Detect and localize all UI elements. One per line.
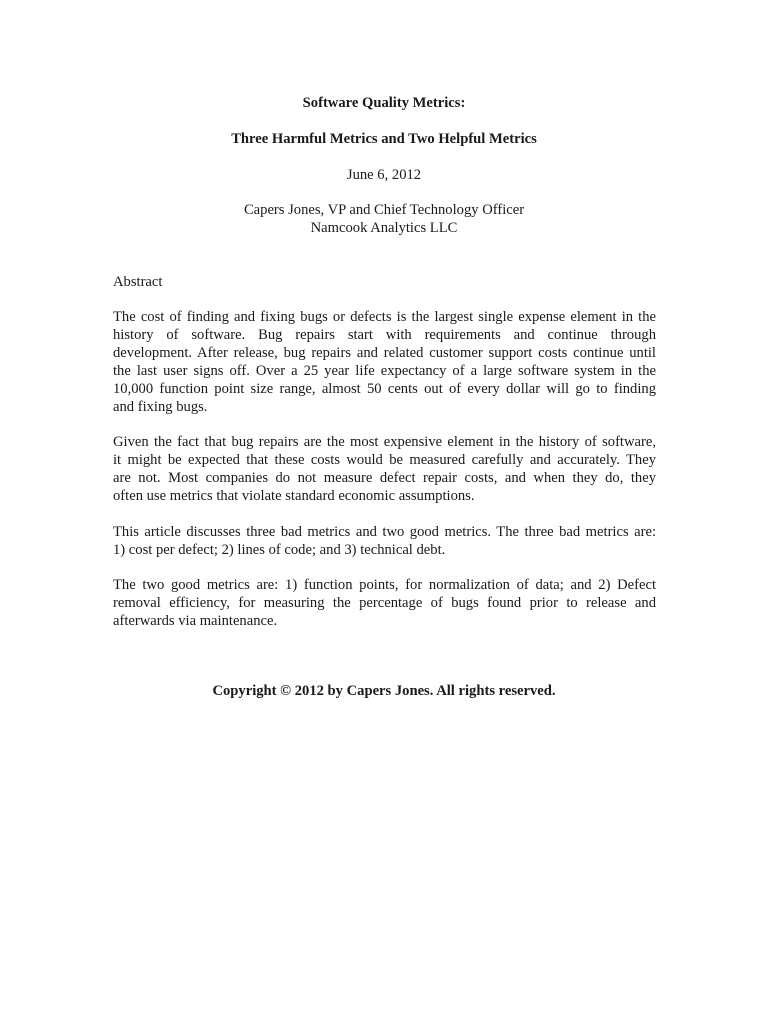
paragraph-line: afterwards via maintenance. xyxy=(113,613,278,630)
paragraph-line: and fixing bugs. xyxy=(113,399,208,416)
document-date: June 6, 2012 xyxy=(346,167,422,183)
author-name: Capers Jones, VP and Chief Technology Officer xyxy=(243,202,525,218)
paragraph-2 xyxy=(113,433,656,505)
paragraph-line: 10,000 function point size range, almost 50 cents out of every dollar will go to finding xyxy=(113,381,656,398)
paragraph-line: the last user signs off. Over a 25 year life expectancy of a large software system in the xyxy=(113,363,656,380)
document-title: Software Quality Metrics: xyxy=(302,95,466,111)
paragraph-3 xyxy=(113,523,656,559)
paragraph-line: This article discusses three bad metrics and two good metrics. The three bad metrics are: xyxy=(113,524,656,540)
paragraph-line: 1) cost per defect; 2) lines of code; and 3) technical debt. xyxy=(113,542,446,559)
paragraph-line: The two good metrics are: 1) function points, for normalization of data; and 2) Defect xyxy=(113,577,656,593)
paragraph-4 xyxy=(113,576,656,630)
abstract-heading: Abstract xyxy=(113,274,163,290)
paragraph-line: removal efficiency, for measuring the percentage of bugs found prior to release and xyxy=(113,595,656,612)
paragraph-line: it might be expected that these costs would be measured carefully and accurately. They xyxy=(113,452,656,469)
copyright-notice: Copyright © 2012 by Capers Jones. All rights reserved. xyxy=(212,683,556,699)
paragraph-line: The cost of finding and fixing bugs or defects is the largest single expense element in the xyxy=(113,309,656,325)
paragraph-line: Given the fact that bug repairs are the most expensive element in the history of software, xyxy=(113,434,656,450)
paragraph-line: are not. Most companies do not measure defect repair costs, and when they do, they xyxy=(113,470,656,487)
paragraph-line: development. After release, bug repairs and related customer support costs continue until xyxy=(113,345,656,362)
author-affiliation: Namcook Analytics LLC xyxy=(310,220,458,236)
paragraph-line: history of software. Bug repairs start with requirements and continue through xyxy=(113,327,656,344)
paragraph-1 xyxy=(113,308,656,417)
document-subtitle: Three Harmful Metrics and Two Helpful Metrics xyxy=(231,131,537,147)
paragraph-line: often use metrics that violate standard economic assumptions. xyxy=(113,488,475,505)
